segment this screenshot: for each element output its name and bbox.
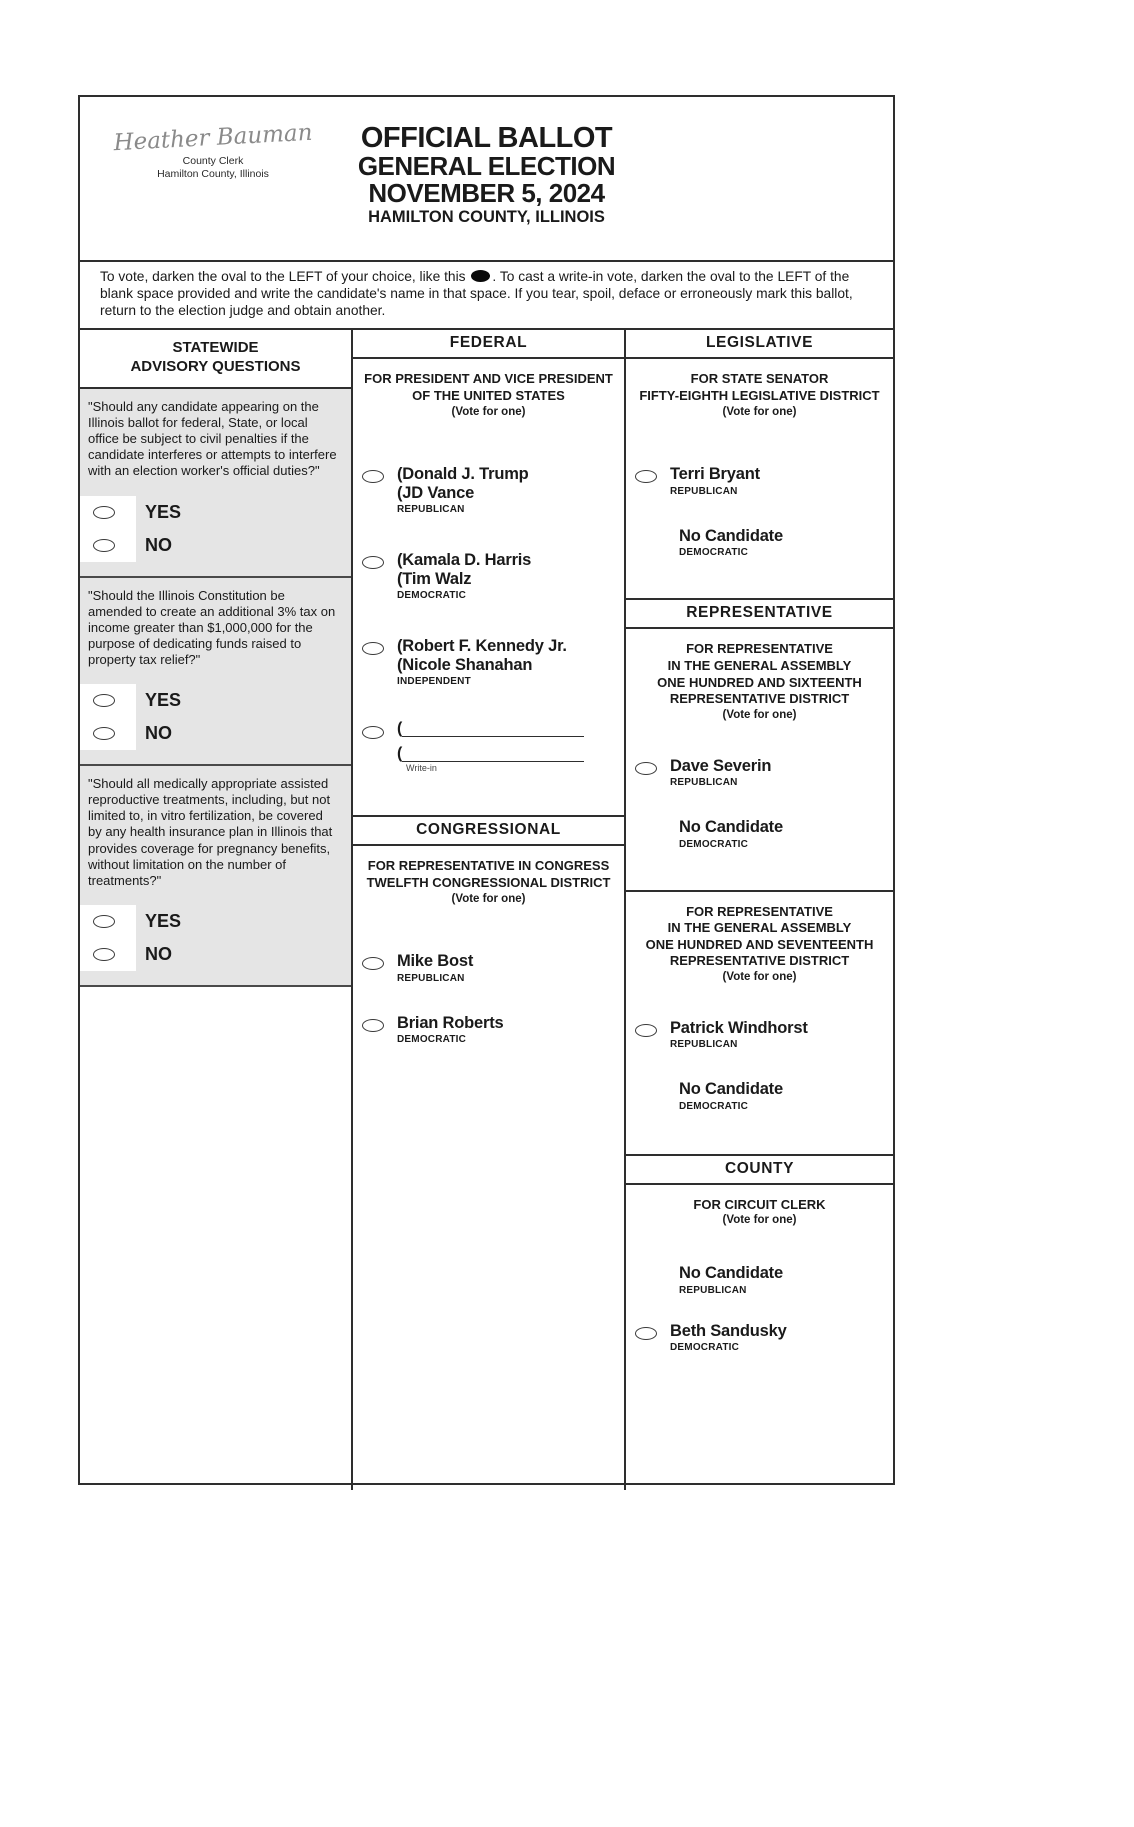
rep117-no-candidate (626, 1080, 893, 1111)
rep116-title-line2: IN THE GENERAL ASSEMBLY (667, 658, 852, 674)
candidate-dave-severin (626, 757, 893, 788)
candidate-mike-bost (353, 952, 624, 983)
rep117-title-line4: REPRESENTATIVE DISTRICT (669, 953, 850, 969)
rep116-title-line3: ONE HUNDRED AND SIXTEENTH (657, 674, 862, 690)
question-1-yes-row (80, 496, 351, 529)
candidate-trump-vance (353, 465, 624, 515)
candidate-name: (Donald J. Trump (397, 465, 529, 484)
question-1-text: "Should any candidate appearing on the Illinois ballot for federal, State, or local office be subject to civil penalties if the candidate interferes or attempts to interfere with an election worker's official duties?" (88, 398, 337, 479)
question-3-no-oval[interactable] (93, 948, 115, 961)
question-2-no-label: NO (145, 723, 172, 744)
candidate-name: No Candidate (679, 1080, 783, 1099)
question-3-no-label: NO (145, 943, 172, 964)
candidate-name: Mike Bost (397, 952, 474, 971)
candidate-party: DEMOCRATIC (397, 590, 467, 602)
voting-instructions (80, 260, 893, 330)
candidate-running-mate: (JD Vance (397, 483, 475, 502)
candidate-party: REPUBLICAN (679, 1284, 747, 1296)
candidate-brian-roberts (353, 1014, 624, 1045)
statewide-header-line2: ADVISORY QUESTIONS (130, 358, 301, 376)
terri-bryant-oval[interactable] (635, 470, 657, 483)
candidate-party: INDEPENDENT (397, 676, 471, 688)
congress-contest-title (353, 846, 624, 906)
candidate-name: No Candidate (679, 818, 783, 837)
question-1-no-row (80, 529, 351, 562)
candidate-party: DEMOCRATIC (670, 1341, 740, 1353)
clerk-title: County Clerk (182, 155, 244, 167)
clerk-signature: Heather Bauman (112, 119, 314, 157)
dave-severin-oval[interactable] (635, 762, 657, 775)
column-federal (353, 330, 626, 1490)
rep116-no-candidate (626, 818, 893, 849)
federal-section-header: FEDERAL (353, 330, 624, 359)
rep116-title-line4: REPRESENTATIVE DISTRICT (669, 691, 850, 707)
rep117-title-line3: ONE HUNDRED AND SEVENTEENTH (645, 936, 874, 952)
circuit-clerk-contest-title (626, 1185, 893, 1228)
question-2-text: "Should the Illinois Constitution be amended to create an additional 3% tax on income greater than $1,000,000 for the purpose of dedicating funds raised to property tax relief?" (88, 587, 336, 667)
congress-title-line1: FOR REPRESENTATIVE IN CONGRESS (367, 858, 610, 874)
question-3-yes-label: YES (145, 910, 182, 931)
clerk-subtitle: Hamilton County, Illinois (157, 168, 269, 181)
ballot-title: OFFICIAL BALLOT (360, 122, 613, 154)
candidate-party: REPUBLICAN (670, 1039, 738, 1051)
rep117-vote-for: (Vote for one) (722, 971, 797, 984)
candidate-name: (Kamala D. Harris (397, 551, 532, 570)
write-in-label: Write-in (406, 763, 437, 774)
rep116-title-line1: FOR REPRESENTATIVE (686, 641, 833, 657)
candidate-patrick-windhorst (626, 1019, 893, 1050)
write-in-oval[interactable] (362, 726, 384, 739)
senator-vote-for: (Vote for one) (722, 405, 797, 418)
rep116-vote-for: (Vote for one) (722, 708, 797, 721)
rep117-title-line2: IN THE GENERAL ASSEMBLY (667, 920, 852, 936)
candidate-name: No Candidate (679, 526, 783, 545)
election-county: HAMILTON COUNTY, ILLINOIS (368, 208, 605, 227)
question-2-yes-row (80, 684, 351, 717)
candidate-name: Dave Severin (670, 756, 772, 775)
senator-title-line2: FIFTY-EIGHTH LEGISLATIVE DISTRICT (639, 388, 880, 404)
write-in-line-1[interactable] (402, 722, 584, 737)
candidate-harris-walz (353, 551, 624, 601)
legislative-section-header: LEGISLATIVE (626, 330, 893, 359)
county-section-header: COUNTY (626, 1154, 893, 1185)
congress-vote-for: (Vote for one) (451, 892, 526, 905)
rep117-contest-title (626, 892, 893, 985)
question-2-no-oval[interactable] (93, 727, 115, 740)
clerk-signature-block (108, 119, 318, 181)
election-date: NOVEMBER 5, 2024 (368, 178, 605, 209)
candidate-party: DEMOCRATIC (679, 547, 749, 559)
column-legislative (626, 330, 893, 1490)
representative-section-header: REPRESENTATIVE (626, 598, 893, 629)
senator-no-candidate (626, 527, 893, 558)
candidate-running-mate: (Tim Walz (397, 569, 472, 588)
candidate-name: Terri Bryant (670, 465, 760, 484)
candidate-party: DEMOCRATIC (679, 1100, 749, 1112)
ballot-header (80, 97, 893, 260)
president-vote-for: (Vote for one) (451, 405, 526, 418)
candidate-kennedy-shanahan (353, 637, 624, 687)
senator-title-line1: FOR STATE SENATOR (690, 371, 829, 387)
filled-oval-example-icon (471, 270, 490, 282)
statewide-header (80, 330, 351, 389)
question-2-yes-label: YES (145, 690, 182, 711)
rep116-contest-title (626, 629, 893, 722)
senator-contest-title (626, 359, 893, 419)
candidate-party: REPUBLICAN (397, 504, 465, 516)
candidate-party: REPUBLICAN (670, 485, 738, 497)
write-in-line-2[interactable] (402, 747, 584, 762)
candidate-name: Patrick Windhorst (670, 1018, 808, 1037)
ballot-columns (80, 330, 893, 1490)
advisory-question-3 (80, 766, 351, 987)
circuit-clerk-vote-for: (Vote for one) (722, 1214, 797, 1227)
patrick-windhorst-oval[interactable] (635, 1024, 657, 1037)
write-in-paren: ( (397, 720, 403, 738)
president-write-in-option (353, 721, 624, 773)
advisory-question-2 (80, 578, 351, 767)
harris-walz-oval[interactable] (362, 556, 384, 569)
election-type: GENERAL ELECTION (357, 151, 616, 182)
advisory-question-1 (80, 389, 351, 578)
candidate-name: (Robert F. Kennedy Jr. (397, 637, 567, 656)
congress-title-line2: TWELFTH CONGRESSIONAL DISTRICT (366, 874, 611, 890)
write-in-paren: ( (397, 745, 403, 763)
question-1-yes-label: YES (145, 501, 182, 522)
beth-sandusky-oval[interactable] (635, 1327, 657, 1340)
question-2-no-row (80, 717, 351, 750)
candidate-party: DEMOCRATIC (679, 838, 749, 850)
trump-vance-oval[interactable] (362, 470, 384, 483)
question-3-no-row (80, 938, 351, 971)
candidate-name: Brian Roberts (397, 1013, 504, 1032)
candidate-name: No Candidate (679, 1264, 783, 1283)
question-1-no-label: NO (145, 534, 172, 555)
mike-bost-oval[interactable] (362, 957, 384, 970)
president-title-line2: OF THE UNITED STATES (412, 388, 565, 404)
question-3-yes-row (80, 905, 351, 938)
instructions-part2: . To cast a write-in vote, darken the oval to the LEFT of the blank space provided and write the candidate's name in that space. If you tear, spoil, deface or erroneously mark this ballot, return to the election judge and obtain another. (100, 269, 853, 318)
candidate-terri-bryant (626, 465, 893, 496)
statewide-header-line1: STATEWIDE (172, 339, 259, 357)
circuit-clerk-title-line1: FOR CIRCUIT CLERK (693, 1196, 826, 1212)
question-1-yes-oval[interactable] (93, 506, 115, 519)
question-3-yes-oval[interactable] (93, 915, 115, 928)
candidate-party: REPUBLICAN (397, 972, 465, 984)
question-2-yes-oval[interactable] (93, 694, 115, 707)
candidate-running-mate: (Nicole Shanahan (397, 655, 533, 674)
question-3-text: "Should all medically appropriate assisted reproductive treatments, including, but not limited to, in vitro fertilization, be covered by any health insurance plan in Illinois that provides coverage for pregnancy benefits, without limitation on the number of treatments?" (88, 776, 333, 888)
congressional-section-header: CONGRESSIONAL (353, 815, 624, 846)
official-ballot (78, 95, 895, 1485)
candidate-name: Beth Sandusky (670, 1321, 787, 1340)
brian-roberts-oval[interactable] (362, 1019, 384, 1032)
candidate-party: DEMOCRATIC (397, 1034, 467, 1046)
candidate-beth-sandusky (626, 1322, 893, 1353)
instructions-part1: To vote, darken the oval to the LEFT of your choice, like this (100, 269, 466, 284)
circuit-clerk-no-candidate (626, 1264, 893, 1295)
candidate-party: REPUBLICAN (670, 777, 738, 789)
kennedy-shanahan-oval[interactable] (362, 642, 384, 655)
question-1-no-oval[interactable] (93, 539, 115, 552)
column-statewide (80, 330, 353, 1490)
president-contest-title (353, 359, 624, 419)
president-title-line1: FOR PRESIDENT AND VICE PRESIDENT (364, 371, 613, 387)
rep117-title-line1: FOR REPRESENTATIVE (686, 903, 833, 919)
